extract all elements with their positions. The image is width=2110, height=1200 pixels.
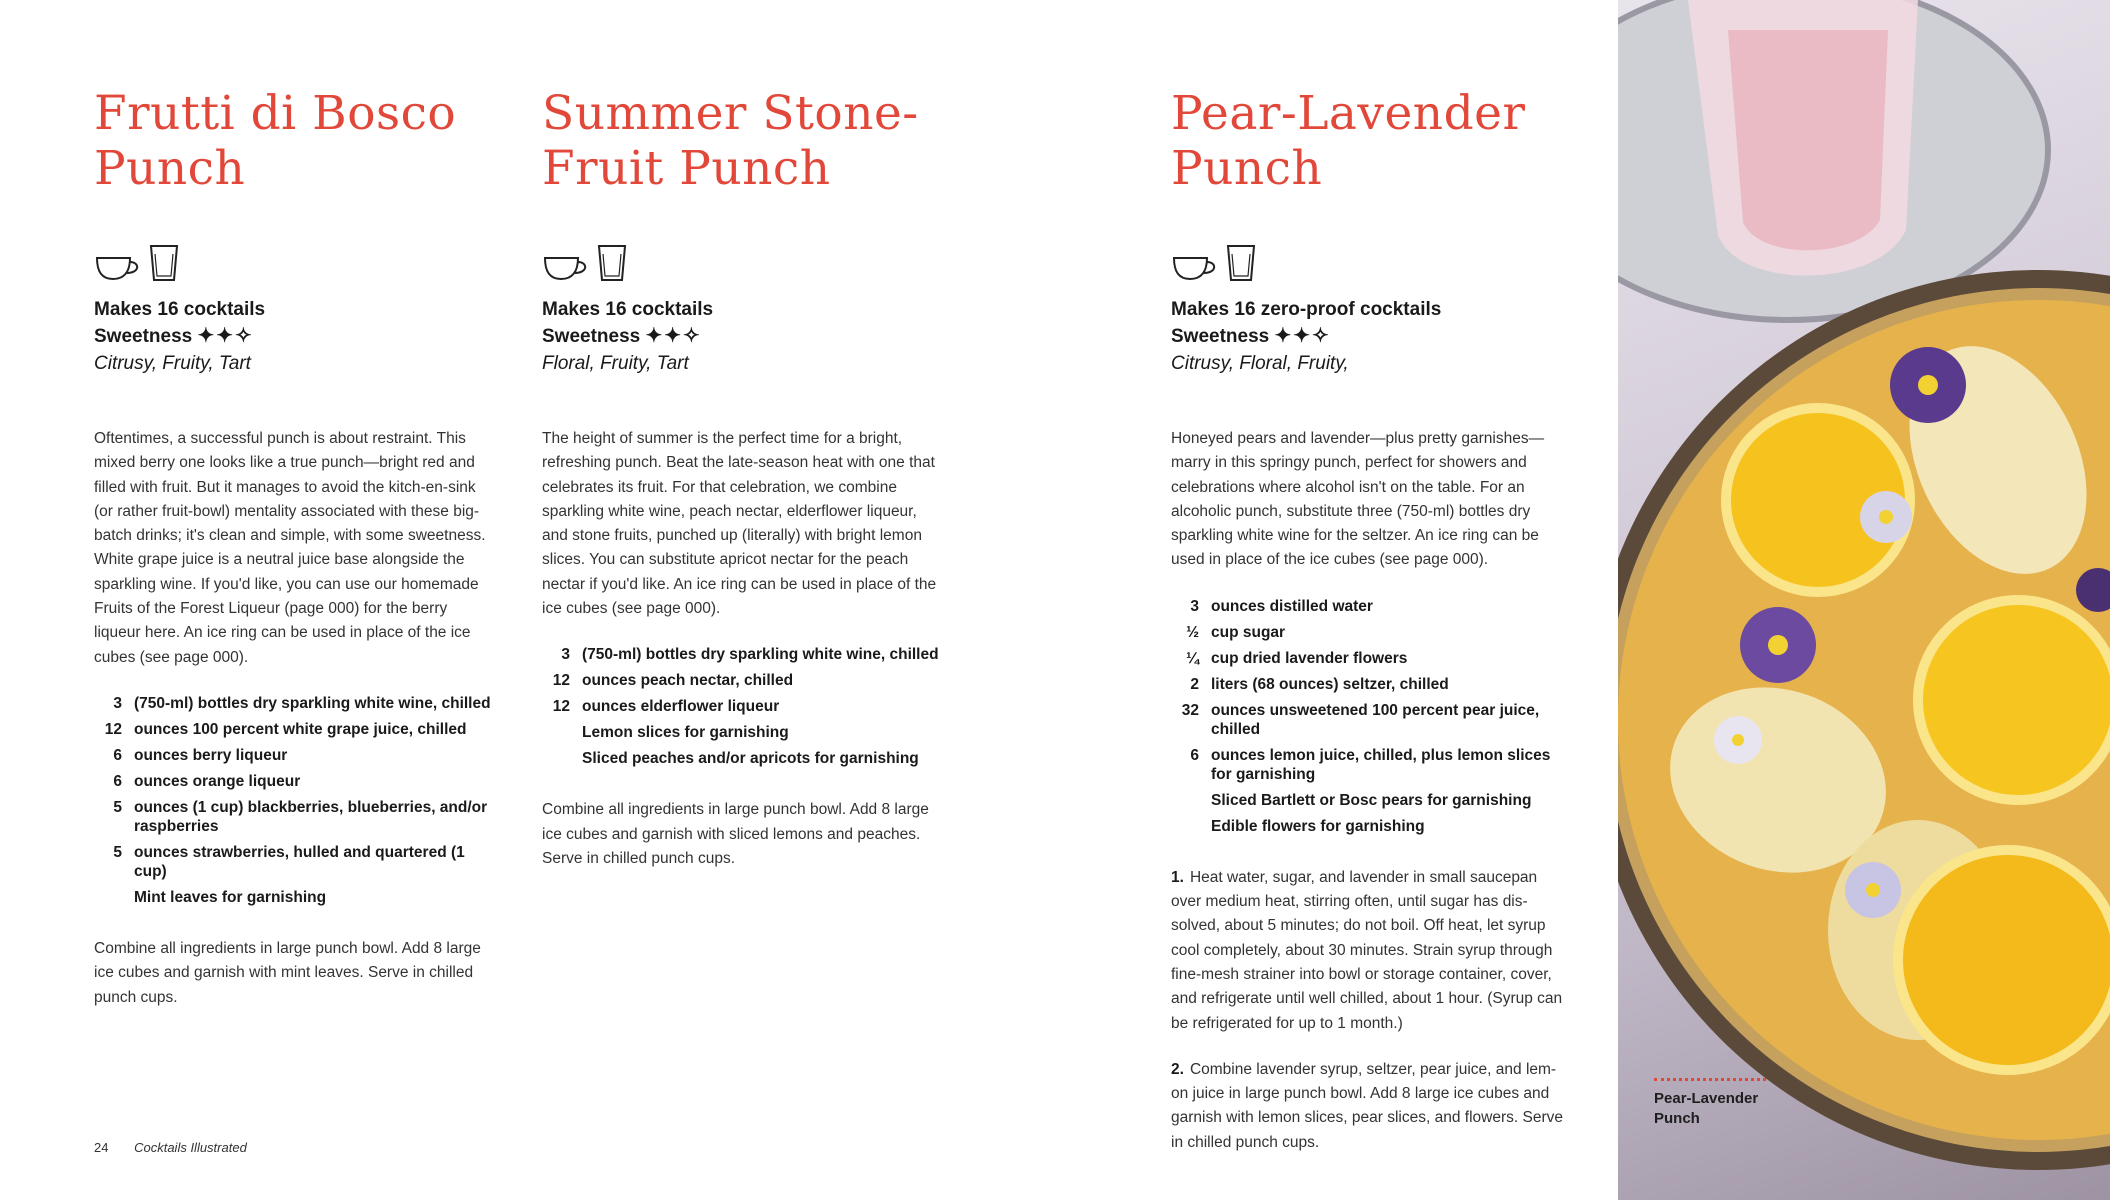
ingredient-item — [542, 749, 942, 768]
ingredient-text: ounces strawberries, hulled and quartered (1 cup) — [134, 843, 465, 880]
caption-dotted-rule — [1654, 1078, 1766, 1081]
sweetness-row — [94, 323, 494, 350]
ingredient-item — [1171, 746, 1571, 784]
ingredient-qty: 6 — [113, 772, 122, 790]
ingredient-qty: 5 — [113, 843, 122, 861]
ingredient-text: Lemon slices for garnishing — [582, 724, 789, 742]
flavor-profile: Citrusy, Fruity, Tart — [94, 353, 251, 374]
sweetness-stars-icon: ✦✦✧ — [1274, 325, 1331, 347]
flavor-profile: Citrusy, Floral, Fruity, — [1171, 353, 1349, 374]
recipe-title — [94, 86, 494, 196]
ingredient-qty: 32 — [1181, 701, 1199, 719]
recipe-column-1 — [94, 86, 494, 1010]
ingredient-item — [1171, 791, 1571, 810]
ingredient-item — [1171, 675, 1571, 694]
punch-bowl-photo — [1618, 0, 2110, 1200]
ingredient-qty: 2 — [1190, 675, 1199, 693]
ingredient-text: Mint leaves for garnishing — [134, 888, 327, 906]
ingredient-qty: 6 — [113, 746, 122, 764]
ingredient-text: (750-ml) bottles dry sparkling white wine, chilled — [134, 694, 491, 712]
method-step — [1171, 866, 1571, 1036]
ingredient-text: Sliced Bartlett or Bosc pears for garnishing — [1211, 791, 1532, 809]
sweetness-stars-icon: ✦✦✧ — [645, 325, 702, 347]
ingredient-item — [542, 671, 942, 690]
ingredient-item — [1171, 597, 1571, 616]
recipe-title — [1171, 86, 1571, 196]
recipe-intro: Oftentimes, a successful punch is about restraint. This mixed berry one looks like a true punch—bright red and filled with fruit. But it manages to avoid the kitch-en-sink (or rather fruit-bowl) mentality associated with these big-batch drinks; it's clean and simple, with some sweetness. White grape juice is a neutral juice base alongside the sparkling wine. If you'd like, you can use our homemade Fruits of the Forest Liqueur (page 000) for the berry liqueur here. An ice ring can be used in place of the ice cubes (see page 000). — [94, 430, 486, 666]
recipe-column-3 — [1171, 86, 1571, 1177]
yield-text: Makes 16 cocktails — [94, 299, 266, 320]
highball-glass-icon — [148, 244, 180, 282]
ingredient-item — [542, 697, 942, 716]
ingredient-qty — [94, 888, 122, 907]
ingredient-item — [542, 723, 942, 742]
ingredient-list — [1171, 597, 1571, 836]
recipe-title — [542, 86, 942, 196]
recipe-meta — [1171, 296, 1571, 377]
title-line-2: Fruit Punch — [542, 141, 831, 196]
recipe-method: Combine all ingredients in large punch bowl. Add 8 large ice cubes and garnish with mint leaves. Serve in chilled punch cups. — [94, 939, 481, 1006]
ingredient-text: ounces 100 percent white grape juice, chilled — [134, 720, 467, 738]
ingredient-text: ounces orange liqueur — [134, 772, 301, 790]
ingredient-item — [94, 694, 494, 713]
ingredient-qty: 3 — [561, 646, 570, 664]
serving-icons — [1171, 242, 1571, 282]
ingredient-item — [94, 888, 494, 907]
caption-line-1: Pear-Lavender — [1654, 1090, 1759, 1107]
ingredient-item — [94, 843, 494, 881]
method-step — [1171, 1058, 1571, 1155]
step-number: 2. — [1171, 1060, 1184, 1078]
ingredient-qty: ½ — [1186, 623, 1199, 641]
ingredient-text: ounces unsweetened 100 percent pear juice, chilled — [1211, 701, 1540, 738]
page-footer — [94, 1140, 247, 1155]
ingredient-qty — [542, 723, 570, 742]
ingredient-text: ounces distilled water — [1211, 597, 1373, 615]
step-text: Combine lavender syrup, seltzer, pear juice, and lem-on juice in large punch bowl. Add 8 large ice cubes and garnish with lemon slices, pear slices, and flowers. Serve in chilled punch cups. — [1171, 1060, 1563, 1151]
title-line-1: Pear-Lavender — [1171, 86, 1526, 141]
ingredient-item — [542, 645, 942, 664]
ingredient-qty: 3 — [1190, 597, 1199, 615]
sweetness-row — [542, 323, 942, 350]
ingredient-item — [94, 720, 494, 739]
sweetness-stars-icon: ✦✦✧ — [197, 325, 254, 347]
serving-icons — [542, 242, 942, 282]
ingredient-item — [1171, 623, 1571, 642]
yield-text: Makes 16 zero-proof cocktails — [1171, 299, 1442, 320]
sweetness-row — [1171, 323, 1571, 350]
ingredient-text: ounces berry liqueur — [134, 746, 288, 764]
ingredient-text: cup dried lavender flowers — [1211, 649, 1408, 667]
ingredient-qty — [1171, 791, 1199, 810]
ingredient-item — [1171, 649, 1571, 668]
step-number: 1. — [1171, 868, 1184, 886]
ingredient-qty: 6 — [1190, 746, 1199, 764]
ingredient-text: Sliced peaches and/or apricots for garnishing — [582, 750, 919, 768]
highball-glass-icon — [1225, 244, 1257, 282]
ingredient-item — [1171, 817, 1571, 836]
sweetness-label: Sweetness — [94, 326, 193, 347]
flavor-profile: Floral, Fruity, Tart — [542, 353, 689, 374]
sweetness-label: Sweetness — [1171, 326, 1270, 347]
recipe-method — [1171, 866, 1571, 1155]
punch-cup-icon — [1171, 252, 1219, 282]
recipe-meta — [94, 296, 494, 377]
ingredient-qty — [1171, 817, 1199, 836]
ingredient-list — [542, 645, 942, 768]
ingredient-qty: 5 — [113, 798, 122, 816]
recipe-meta — [542, 296, 942, 377]
ingredient-text: ounces (1 cup) blackberries, blueberries, and/or raspberries — [134, 798, 488, 835]
highball-glass-icon — [596, 244, 628, 282]
yield-text: Makes 16 cocktails — [542, 299, 714, 320]
ingredient-text: Edible flowers for garnishing — [1211, 817, 1425, 835]
sweetness-label: Sweetness — [542, 326, 641, 347]
ingredient-text: ounces peach nectar, chilled — [582, 672, 794, 690]
title-line-1: Frutti di Bosco — [94, 86, 457, 141]
ingredient-text: cup sugar — [1211, 623, 1286, 641]
serving-icons — [94, 242, 494, 282]
ingredient-item — [94, 746, 494, 765]
ingredient-text: ounces elderflower liqueur — [582, 698, 780, 716]
book-title: Cocktails Illustrated — [134, 1140, 247, 1155]
punch-bowl-illustration — [1618, 0, 2110, 1200]
ingredient-item — [94, 798, 494, 836]
ingredient-text: liters (68 ounces) seltzer, chilled — [1211, 675, 1449, 693]
ingredient-qty — [542, 749, 570, 768]
punch-cup-icon — [94, 252, 142, 282]
page-number: 24 — [94, 1140, 109, 1155]
ingredient-qty: ¼ — [1186, 649, 1199, 667]
ingredient-item — [94, 772, 494, 791]
recipe-intro: Honeyed pears and lavender—plus pretty garnishes—marry in this springy punch, perfect for showers and celebrations where alcohol isn't on the table. For an alcoholic punch, substitute three (750-ml) bottles dry sparkling white wine for the seltzer. An ice ring can be used in place of the ice cubes (see page 000). — [1171, 430, 1545, 569]
recipe-intro: The height of summer is the perfect time for a bright, refreshing punch. Beat the late-season heat with one that celebrates its fruit. For that celebration, we combine sparkling white wine, peach nectar, elderflower liqueur, and stone fruits, punched up (literally) with bright lemon slices. You can substitute apricot nectar for the peach nectar if you'd like. An ice ring can be used in place of the ice cubes (see page 000). — [542, 430, 937, 618]
title-line-2: Punch — [94, 141, 246, 196]
ingredient-qty: 12 — [104, 720, 122, 738]
ingredient-text: ounces lemon juice, chilled, plus lemon slices for garnishing — [1211, 746, 1551, 783]
photo-caption — [1654, 1078, 1794, 1129]
ingredient-text: (750-ml) bottles dry sparkling white wine, chilled — [582, 646, 939, 664]
recipe-column-2 — [542, 86, 942, 871]
punch-cup-icon — [542, 252, 590, 282]
ingredient-qty: 12 — [552, 672, 570, 690]
caption-line-2: Punch — [1654, 1110, 1700, 1127]
ingredient-item — [1171, 701, 1571, 739]
ingredient-qty: 12 — [552, 698, 570, 716]
ingredient-qty: 3 — [113, 694, 122, 712]
title-line-2: Punch — [1171, 141, 1323, 196]
recipe-method: Combine all ingredients in large punch bowl. Add 8 large ice cubes and garnish with sliced lemons and peaches. Serve in chilled punch cups. — [542, 801, 929, 867]
ingredient-list — [94, 694, 494, 907]
step-text: Heat water, sugar, and lavender in small saucepan over medium heat, stirring often, until sugar has dis-solved, about 5 minutes; do not boil. Off heat, let syrup cool completely, about 30 minutes. Strain syrup through fine-mesh strainer into bowl or storage container, cover, and refrigerate until well chilled, about 1 hour. (Syrup can be refrigerated for up to 1 month.) — [1171, 868, 1563, 1032]
title-line-1: Summer Stone- — [542, 86, 919, 141]
